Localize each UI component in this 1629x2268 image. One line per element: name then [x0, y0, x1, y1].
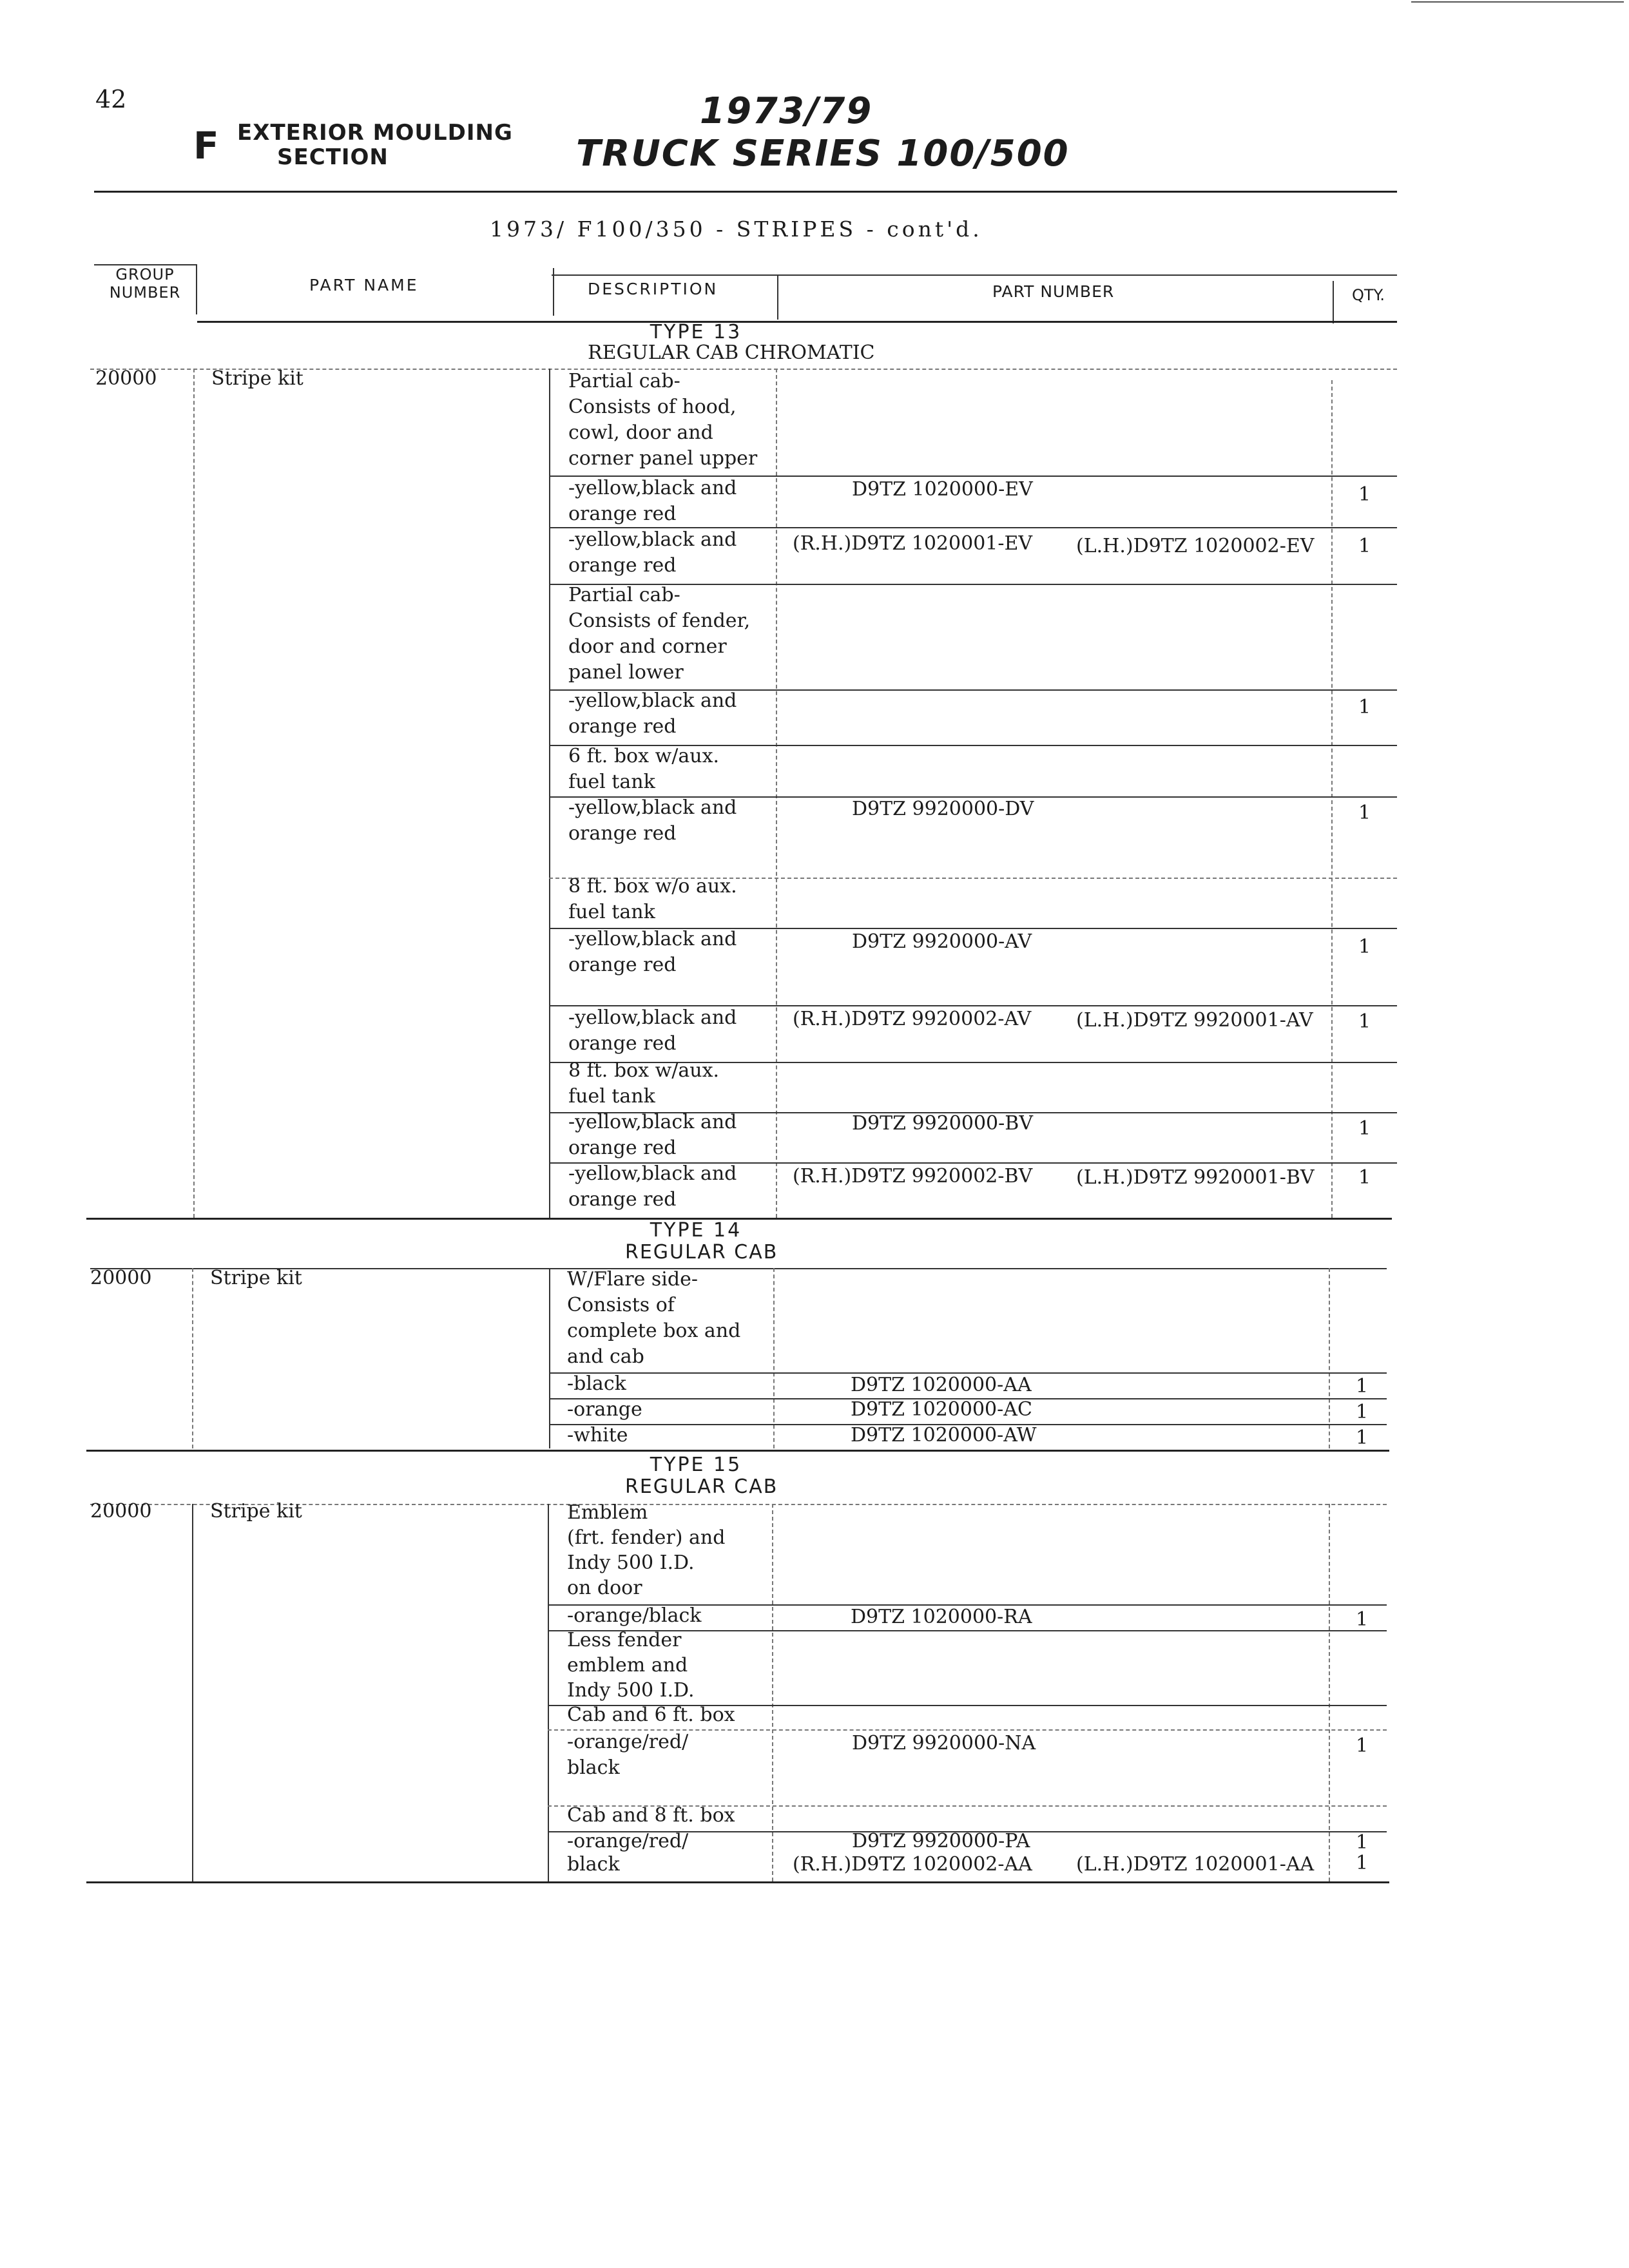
description-cell: -black: [567, 1372, 626, 1395]
part-number: D9TZ 1020000-AW: [851, 1424, 1037, 1446]
description-cell: -yellow,black and orange red: [568, 689, 737, 738]
part-number-rh: (R.H.)D9TZ 9920002-BV: [793, 1165, 1033, 1187]
cab-label: REGULAR CAB CHROMATIC: [588, 341, 875, 364]
quantity: 1: [1358, 936, 1371, 958]
part-number: D9TZ 1020000-AA: [851, 1374, 1032, 1396]
type-label: TYPE 15: [650, 1454, 742, 1476]
group-number: 20000: [90, 1267, 152, 1289]
quantity: 1: [1356, 1375, 1369, 1398]
description-cell: -white: [567, 1424, 628, 1446]
quantity: 1: [1356, 1608, 1369, 1631]
qty-header: QTY.: [1352, 286, 1385, 304]
part-name: Stripe kit: [210, 1500, 302, 1523]
description-cell: Cab and 6 ft. box: [567, 1704, 735, 1726]
part-number: D9TZ 9920000-NA: [852, 1732, 1036, 1754]
section-title-line2: SECTION: [277, 144, 389, 170]
part-number-lh: (L.H.)D9TZ 9920001-BV: [1076, 1166, 1315, 1189]
description-cell: Less fender emblem and Indy 500 I.D.: [567, 1629, 695, 1702]
page-subtitle: 1973/ F100/350 - STRIPES - cont'd.: [490, 216, 983, 242]
part-number-rh: (R.H.)D9TZ 1020002-AA: [793, 1853, 1032, 1876]
description-cell: -yellow,black and orange red: [568, 477, 737, 525]
quantity: 1: [1358, 1010, 1371, 1033]
quantity: 1: [1356, 1852, 1369, 1874]
part-number-lh: (L.H.)D9TZ 1020001-AA: [1076, 1853, 1315, 1876]
description-cell: Cab and 8 ft. box: [567, 1804, 735, 1827]
header-rule: [94, 191, 1397, 193]
description-cell: -orange: [567, 1398, 642, 1421]
quantity: 1: [1356, 1401, 1369, 1423]
description-cell: Emblem (frt. fender) and Indy 500 I.D. on door: [567, 1501, 726, 1599]
part-number: D9TZ 1020000-AC: [851, 1398, 1032, 1421]
section-title-line1: EXTERIOR MOULDING: [237, 120, 513, 146]
section-letter: F: [193, 124, 219, 168]
description-cell: W/Flare side- Consists of complete box and and cab: [567, 1268, 741, 1368]
description-header: DESCRIPTION: [588, 280, 718, 298]
page-number: 42: [95, 85, 127, 113]
group-number: 20000: [95, 367, 157, 390]
quantity: 1: [1358, 483, 1371, 506]
cab-label: REGULAR CAB: [625, 1475, 778, 1498]
description-cell: 8 ft. box w/o aux. fuel tank: [568, 875, 737, 923]
part-name-header: PART NAME: [309, 276, 419, 294]
part-number-rh: (R.H.)D9TZ 9920002-AV: [793, 1008, 1032, 1030]
part-number-header: PART NUMBER: [992, 282, 1115, 301]
part-number-lh: (L.H.)D9TZ 1020002-EV: [1076, 535, 1315, 557]
part-number: D9TZ 9920000-BV: [852, 1112, 1033, 1135]
quantity: 1: [1356, 1735, 1369, 1757]
quantity: 1: [1356, 1427, 1369, 1449]
description-cell: -orange/red/ black: [567, 1731, 689, 1779]
part-number: D9TZ 9920000-DV: [852, 798, 1034, 820]
part-name: Stripe kit: [210, 1267, 302, 1289]
description-cell: -orange/black: [567, 1604, 702, 1627]
quantity: 1: [1356, 1831, 1369, 1854]
description-cell: -yellow,black and orange red: [568, 796, 737, 845]
model-years: 1973/79: [700, 90, 873, 132]
type-label: TYPE 13: [650, 321, 742, 343]
description-cell: -yellow,black and orange red: [568, 1006, 737, 1055]
part-number-rh: (R.H.)D9TZ 1020001-EV: [793, 532, 1033, 555]
group-number: 20000: [90, 1500, 152, 1523]
part-number: D9TZ 1020000-RA: [851, 1606, 1032, 1628]
part-number-lh: (L.H.)D9TZ 9920001-AV: [1076, 1009, 1313, 1032]
part-number: D9TZ 9920000-PA: [852, 1830, 1030, 1852]
description-cell: -orange/red/ black: [567, 1830, 689, 1876]
truck-series-title: TRUCK SERIES 100/500: [576, 133, 1070, 175]
group-number-header: GROUP NUMBER: [109, 265, 181, 302]
description-cell: -yellow,black and orange red: [568, 1111, 737, 1159]
quantity: 1: [1358, 802, 1371, 824]
description-cell: Partial cab- Consists of hood, cowl, door and corner panel upper: [568, 370, 758, 470]
description-cell: -yellow,black and orange red: [568, 928, 737, 976]
quantity: 1: [1358, 696, 1371, 718]
cab-label: REGULAR CAB: [625, 1241, 778, 1264]
description-cell: -yellow,black and orange red: [568, 1162, 737, 1211]
description-cell: -yellow,black and orange red: [568, 528, 737, 577]
quantity: 1: [1358, 535, 1371, 557]
part-name: Stripe kit: [211, 367, 304, 390]
part-number: D9TZ 9920000-AV: [852, 930, 1032, 953]
quantity: 1: [1358, 1117, 1371, 1140]
description-cell: Partial cab- Consists of fender, door and corner panel lower: [568, 584, 751, 684]
type-label: TYPE 14: [650, 1219, 742, 1242]
part-number: D9TZ 1020000-EV: [852, 478, 1033, 501]
description-cell: 8 ft. box w/aux. fuel tank: [568, 1059, 720, 1108]
scan-edge-line: [1411, 1, 1624, 3]
quantity: 1: [1358, 1166, 1371, 1189]
description-cell: 6 ft. box w/aux. fuel tank: [568, 745, 720, 793]
